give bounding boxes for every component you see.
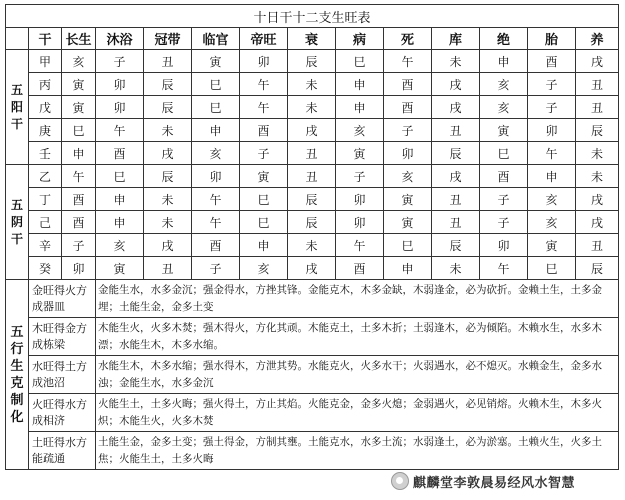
relation-row bbox=[6, 318, 619, 356]
stem-cell: 戊 bbox=[29, 96, 62, 119]
relation-text: 土能生金，金多土变；强土得金，方制其壅。土能克水，水多土流；水弱逢土，必为淤塞。土赖火生，火多土焦；火能生土，土多火晦 bbox=[96, 432, 619, 470]
branch-cell: 寅 bbox=[240, 165, 288, 188]
branch-cell: 申 bbox=[528, 165, 576, 188]
branch-cell: 寅 bbox=[528, 234, 576, 257]
branch-cell: 戌 bbox=[576, 188, 619, 211]
branch-cell: 辰 bbox=[144, 165, 192, 188]
relation-title: 金旺得火方成器皿 bbox=[29, 280, 96, 318]
branch-cell: 未 bbox=[288, 96, 336, 119]
branch-cell: 子 bbox=[336, 165, 384, 188]
branch-cell: 子 bbox=[480, 211, 528, 234]
header-cell: 死 bbox=[384, 28, 432, 50]
branch-cell: 巳 bbox=[336, 50, 384, 73]
branch-cell: 寅 bbox=[62, 73, 96, 96]
branch-cell: 亥 bbox=[240, 257, 288, 280]
branch-cell: 酉 bbox=[62, 211, 96, 234]
relation-row bbox=[6, 394, 619, 432]
branch-cell: 戌 bbox=[288, 257, 336, 280]
branch-cell: 辰 bbox=[288, 50, 336, 73]
branch-cell: 子 bbox=[240, 142, 288, 165]
branch-cell: 酉 bbox=[384, 73, 432, 96]
branch-cell: 寅 bbox=[384, 188, 432, 211]
header-cell: 库 bbox=[432, 28, 480, 50]
relation-text: 金能生水，水多金沉；强金得水，方挫其锋。金能克木，木多金缺，木弱逢金，必为砍折。金赖土生，土多金埋；土能生金，金多土变 bbox=[96, 280, 619, 318]
header-cell: 绝 bbox=[480, 28, 528, 50]
branch-cell: 戌 bbox=[432, 73, 480, 96]
relation-text: 水能生木，木多水缩；强水得木，方泄其势。水能克火，火多水干；火弱遇水，必不熄灭。水赖金生，金多水浊；金能生水，水多金沉 bbox=[96, 356, 619, 394]
relation-text: 木能生火，火多木焚；强木得火，方化其顽。木能克土，土多木折；土弱逢木，必为倾陷。木赖水生，水多木漂；水能生木，木多水缩。 bbox=[96, 318, 619, 356]
branch-cell: 戌 bbox=[144, 234, 192, 257]
branch-cell: 丑 bbox=[288, 142, 336, 165]
stem-cell: 辛 bbox=[29, 234, 62, 257]
branch-cell: 未 bbox=[576, 165, 619, 188]
relation-title: 火旺得水方成相济 bbox=[29, 394, 96, 432]
branch-cell: 卯 bbox=[480, 234, 528, 257]
branch-cell: 申 bbox=[192, 119, 240, 142]
branch-cell: 酉 bbox=[384, 96, 432, 119]
branch-cell: 申 bbox=[336, 96, 384, 119]
stem-cell: 乙 bbox=[29, 165, 62, 188]
header-cell: 胎 bbox=[528, 28, 576, 50]
branch-cell: 卯 bbox=[96, 73, 144, 96]
branch-cell: 辰 bbox=[576, 257, 619, 280]
group-label-text: 五阳干 bbox=[10, 82, 23, 131]
branch-cell: 亥 bbox=[336, 119, 384, 142]
branch-cell: 巳 bbox=[528, 257, 576, 280]
table-row bbox=[6, 73, 619, 96]
branch-cell: 辰 bbox=[432, 142, 480, 165]
watermark bbox=[391, 470, 613, 492]
branch-cell: 丑 bbox=[576, 73, 619, 96]
branch-cell: 辰 bbox=[288, 188, 336, 211]
branch-cell: 未 bbox=[432, 257, 480, 280]
branch-cell: 丑 bbox=[144, 257, 192, 280]
branch-cell: 寅 bbox=[480, 119, 528, 142]
branch-cell: 子 bbox=[480, 188, 528, 211]
branch-cell: 丑 bbox=[288, 165, 336, 188]
branch-cell: 亥 bbox=[528, 211, 576, 234]
branch-cell: 未 bbox=[288, 73, 336, 96]
table-row bbox=[6, 257, 619, 280]
branch-cell: 子 bbox=[528, 96, 576, 119]
table-row bbox=[6, 234, 619, 257]
branch-cell: 午 bbox=[240, 73, 288, 96]
stem-cell: 丁 bbox=[29, 188, 62, 211]
branch-cell: 申 bbox=[336, 73, 384, 96]
branch-cell: 未 bbox=[144, 188, 192, 211]
branch-cell: 戌 bbox=[576, 211, 619, 234]
branch-cell: 亥 bbox=[192, 142, 240, 165]
branch-cell: 丑 bbox=[576, 96, 619, 119]
branch-cell: 卯 bbox=[192, 165, 240, 188]
branch-cell: 申 bbox=[480, 50, 528, 73]
branch-cell: 巳 bbox=[96, 165, 144, 188]
branch-cell: 午 bbox=[240, 96, 288, 119]
wechat-icon bbox=[391, 472, 409, 490]
branch-cell: 寅 bbox=[192, 50, 240, 73]
branch-cell: 酉 bbox=[528, 50, 576, 73]
relation-title: 水旺得土方成池沼 bbox=[29, 356, 96, 394]
branch-cell: 亥 bbox=[480, 73, 528, 96]
stem-branch-table bbox=[5, 4, 619, 470]
branch-cell: 子 bbox=[62, 234, 96, 257]
relation-row bbox=[6, 356, 619, 394]
branch-cell: 寅 bbox=[336, 142, 384, 165]
branch-cell: 辰 bbox=[432, 234, 480, 257]
group-label-text: 五阴干 bbox=[10, 197, 23, 246]
branch-cell: 申 bbox=[96, 188, 144, 211]
branch-cell: 卯 bbox=[336, 188, 384, 211]
table-row bbox=[6, 211, 619, 234]
branch-cell: 卯 bbox=[240, 50, 288, 73]
branch-cell: 巳 bbox=[62, 119, 96, 142]
branch-cell: 申 bbox=[240, 234, 288, 257]
relations-group-label bbox=[6, 280, 29, 470]
branch-cell: 酉 bbox=[62, 188, 96, 211]
branch-cell: 巳 bbox=[384, 234, 432, 257]
relation-title: 木旺得金方成栋梁 bbox=[29, 318, 96, 356]
branch-cell: 巳 bbox=[480, 142, 528, 165]
branch-cell: 丑 bbox=[144, 50, 192, 73]
header-cell: 临官 bbox=[192, 28, 240, 50]
branch-cell: 卯 bbox=[62, 257, 96, 280]
branch-cell: 丑 bbox=[432, 211, 480, 234]
header-cell: 养 bbox=[576, 28, 619, 50]
branch-cell: 辰 bbox=[288, 211, 336, 234]
branch-cell: 卯 bbox=[528, 119, 576, 142]
header-blank bbox=[6, 28, 29, 50]
table-row bbox=[6, 165, 619, 188]
branch-cell: 未 bbox=[144, 211, 192, 234]
branch-cell: 巳 bbox=[192, 73, 240, 96]
branch-cell: 子 bbox=[384, 119, 432, 142]
stem-cell: 甲 bbox=[29, 50, 62, 73]
branch-cell: 亥 bbox=[384, 165, 432, 188]
branch-cell: 卯 bbox=[96, 96, 144, 119]
relation-row bbox=[6, 280, 619, 318]
branch-cell: 未 bbox=[288, 234, 336, 257]
relation-row bbox=[6, 432, 619, 470]
branch-cell: 寅 bbox=[384, 211, 432, 234]
branch-cell: 戌 bbox=[576, 50, 619, 73]
branch-cell: 未 bbox=[144, 119, 192, 142]
table-row bbox=[6, 188, 619, 211]
branch-cell: 寅 bbox=[62, 96, 96, 119]
branch-cell: 酉 bbox=[480, 165, 528, 188]
branch-cell: 酉 bbox=[336, 257, 384, 280]
branch-cell: 丑 bbox=[432, 188, 480, 211]
stem-cell: 癸 bbox=[29, 257, 62, 280]
branch-cell: 戌 bbox=[432, 96, 480, 119]
branch-cell: 戌 bbox=[288, 119, 336, 142]
branch-cell: 寅 bbox=[96, 257, 144, 280]
branch-cell: 丑 bbox=[432, 119, 480, 142]
branch-cell: 巳 bbox=[240, 211, 288, 234]
table-row bbox=[6, 142, 619, 165]
header-cell: 衰 bbox=[288, 28, 336, 50]
table-title: 十日干十二支生旺表 bbox=[6, 5, 619, 28]
branch-cell: 未 bbox=[432, 50, 480, 73]
branch-cell: 子 bbox=[528, 73, 576, 96]
branch-cell: 丑 bbox=[576, 234, 619, 257]
branch-cell: 午 bbox=[384, 50, 432, 73]
relation-title: 土旺得水方能疏通 bbox=[29, 432, 96, 470]
branch-cell: 巳 bbox=[192, 96, 240, 119]
watermark-text: 麒麟堂李敦晨易经风水智慧 bbox=[413, 475, 576, 491]
table-row bbox=[6, 50, 619, 73]
header-cell: 干 bbox=[29, 28, 62, 50]
branch-cell: 巳 bbox=[240, 188, 288, 211]
branch-cell: 戌 bbox=[432, 165, 480, 188]
branch-cell: 亥 bbox=[480, 96, 528, 119]
table-row bbox=[6, 119, 619, 142]
branch-cell: 戌 bbox=[144, 142, 192, 165]
yang-group-label bbox=[6, 50, 29, 165]
branch-cell: 酉 bbox=[96, 142, 144, 165]
branch-cell: 卯 bbox=[336, 211, 384, 234]
branch-cell: 申 bbox=[384, 257, 432, 280]
branch-cell: 午 bbox=[62, 165, 96, 188]
header-cell: 沐浴 bbox=[96, 28, 144, 50]
branch-cell: 辰 bbox=[576, 119, 619, 142]
branch-cell: 申 bbox=[62, 142, 96, 165]
stem-cell: 丙 bbox=[29, 73, 62, 96]
relation-text: 火能生土，土多火晦；强火得土，方止其焰。火能克金，金多火熄；金弱遇火，必见销熔。火赖木生，木多火炽；木能生火，火多木焚 bbox=[96, 394, 619, 432]
branch-cell: 午 bbox=[192, 211, 240, 234]
header-cell: 冠带 bbox=[144, 28, 192, 50]
branch-cell: 酉 bbox=[240, 119, 288, 142]
yin-group-label bbox=[6, 165, 29, 280]
branch-cell: 午 bbox=[480, 257, 528, 280]
branch-cell: 未 bbox=[576, 142, 619, 165]
stem-cell: 壬 bbox=[29, 142, 62, 165]
branch-cell: 辰 bbox=[144, 73, 192, 96]
table-row bbox=[6, 96, 619, 119]
header-cell: 帝旺 bbox=[240, 28, 288, 50]
branch-cell: 申 bbox=[96, 211, 144, 234]
branch-cell: 午 bbox=[192, 188, 240, 211]
group-label-text: 五行生克制化 bbox=[10, 324, 24, 425]
branch-cell: 子 bbox=[192, 257, 240, 280]
branch-cell: 子 bbox=[96, 50, 144, 73]
header-cell: 长生 bbox=[62, 28, 96, 50]
stem-cell: 庚 bbox=[29, 119, 62, 142]
stem-cell: 己 bbox=[29, 211, 62, 234]
branch-cell: 亥 bbox=[62, 50, 96, 73]
branch-cell: 亥 bbox=[528, 188, 576, 211]
branch-cell: 午 bbox=[528, 142, 576, 165]
branch-cell: 卯 bbox=[384, 142, 432, 165]
branch-cell: 午 bbox=[336, 234, 384, 257]
branch-cell: 午 bbox=[96, 119, 144, 142]
branch-cell: 辰 bbox=[144, 96, 192, 119]
branch-cell: 亥 bbox=[96, 234, 144, 257]
header-cell: 病 bbox=[336, 28, 384, 50]
branch-cell: 酉 bbox=[192, 234, 240, 257]
